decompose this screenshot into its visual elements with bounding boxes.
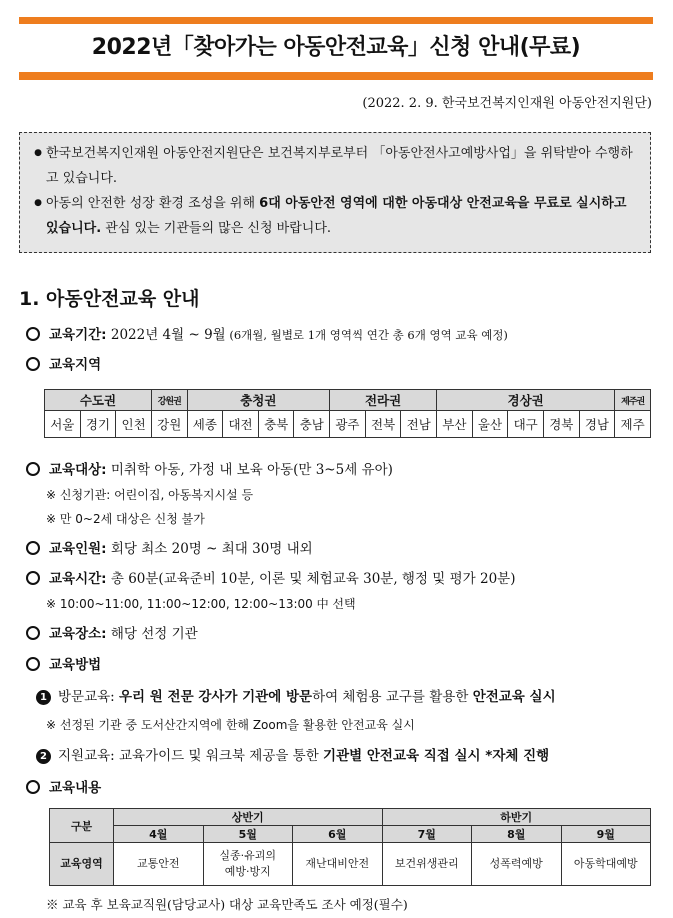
title-underline-bar: [19, 72, 653, 80]
region-group-cell: 수도권: [45, 390, 152, 411]
region-city-cell: 충남: [294, 411, 330, 438]
target-line: 교육대상: 미취학 아동, 가정 내 보육 아동(만 3~5세 유아): [26, 458, 393, 478]
footer-note: ※ 교육 후 보육교직원(담당교사) 대상 교육만족도 조사 예정(필수): [46, 897, 408, 912]
month-cell: 9월: [561, 826, 651, 843]
region-city-cell: 전남: [401, 411, 437, 438]
time-line: 교육시간: 총 60분(교육준비 10분, 이론 및 체험교육 30분, 행정 및 평가 20분): [26, 567, 515, 587]
top-accent-bar: [19, 17, 653, 24]
bullet-icon: ●: [34, 198, 42, 208]
notice-item: [30, 191, 634, 241]
first-half-header: 상반기: [114, 809, 383, 826]
region-city-cell: 대구: [508, 411, 544, 438]
region-group-row: [45, 390, 651, 411]
region-city-cell: 대전: [223, 411, 259, 438]
notice-text: 한국보건복지인재원 아동안전지원단은 보건복지부로부터 「아동안전사고예방사업」을 위탁받아 수행하고 있습니다.: [46, 146, 633, 186]
content-half-row: [50, 809, 651, 826]
row-label: 교육영역: [50, 843, 114, 886]
region-city-cell: 서울: [45, 411, 81, 438]
region-city-cell: 전북: [365, 411, 401, 438]
target-note: ※ 신청기관: 어린이집, 아동복지시설 등: [46, 488, 254, 502]
method-1-line: 1 방문교육: 우리 원 전문 강사가 기관에 방문하여 체험용 교구를 활용한 안전교육 실시: [36, 685, 556, 705]
content-month-row: [50, 826, 651, 843]
place-line: 교육장소: 해당 선정 기관: [26, 622, 198, 642]
section-heading: 1. 아동안전교육 안내: [19, 288, 200, 310]
target-note: ※ 만 0~2세 대상은 신청 불가: [46, 512, 205, 526]
col-header: 구분: [50, 809, 114, 843]
size-line: 교육인원: 회당 최소 20명 ~ 최대 30명 내외: [26, 537, 313, 557]
content-area-row: [50, 843, 651, 886]
content-table: [49, 808, 651, 886]
second-half-header: 하반기: [382, 809, 651, 826]
region-city-cell: 충북: [258, 411, 294, 438]
region-city-cell: 부산: [437, 411, 473, 438]
issuer-date: (2022. 2. 9. 한국보건복지인재원 아동안전지원단): [362, 96, 652, 111]
area-cell: 실종·유괴의 예방·방지: [203, 843, 293, 886]
region-city-cell: 인천: [116, 411, 152, 438]
region-table: [44, 389, 651, 438]
period-line: 교육기간: 2022년 4월 ~ 9월 (6개월, 월별로 1개 영역씩 연간 총 6개 영역 교육 예정): [26, 323, 508, 343]
bullet-icon: ●: [34, 148, 42, 158]
circle-bullet-icon: [26, 357, 40, 371]
time-note: ※ 10:00~11:00, 11:00~12:00, 12:00~13:00 中 선택: [46, 597, 356, 611]
region-group-cell: 충청권: [187, 390, 330, 411]
circle-bullet-icon: [26, 541, 40, 555]
method-line: 교육방법: [26, 653, 101, 673]
number-2-icon: 2: [36, 749, 51, 764]
month-cell: 7월: [382, 826, 472, 843]
month-cell: 4월: [114, 826, 204, 843]
region-city-cell: 울산: [472, 411, 508, 438]
circle-bullet-icon: [26, 626, 40, 640]
month-cell: 5월: [203, 826, 293, 843]
area-cell: 교통안전: [114, 843, 204, 886]
area-cell: 보건위생관리: [382, 843, 472, 886]
circle-bullet-icon: [26, 571, 40, 585]
circle-bullet-icon: [26, 327, 40, 341]
method-1-note: ※ 선정된 기관 중 도서산간지역에 한해 Zoom을 활용한 안전교육 실시: [46, 718, 415, 732]
month-cell: 6월: [293, 826, 383, 843]
content-line: 교육내용: [26, 776, 101, 796]
month-cell: 8월: [472, 826, 562, 843]
region-group-cell: 전라권: [330, 390, 437, 411]
region-city-cell: 경기: [80, 411, 116, 438]
region-city-cell: 경북: [543, 411, 579, 438]
region-city-cell: 세종: [187, 411, 223, 438]
page-title: 2022년「찾아가는 아동안전교육」신청 안내(무료): [91, 35, 581, 60]
area-cell: 재난대비안전: [293, 843, 383, 886]
area-cell: 아동학대예방: [561, 843, 651, 886]
circle-bullet-icon: [26, 462, 40, 476]
area-cell: 성폭력예방: [472, 843, 562, 886]
region-city-cell: 제주: [615, 411, 651, 438]
region-group-cell: 제주권: [615, 390, 651, 411]
region-line: 교육지역: [26, 353, 101, 373]
notice-item: [30, 141, 634, 191]
circle-bullet-icon: [26, 780, 40, 794]
method-2-line: 2 지원교육: 교육가이드 및 워크북 제공을 통한 기관별 안전교육 직접 실시 *자체 진행: [36, 744, 549, 764]
number-1-icon: 1: [36, 690, 51, 705]
notice-box: [19, 132, 651, 253]
circle-bullet-icon: [26, 657, 40, 671]
region-city-cell: 경남: [579, 411, 615, 438]
notice-text: 아동의 안전한 성장 환경 조성을 위해 6대 아동안전 영역에 대한 아동대상 안전교육을 무료로 실시하고 있습니다. 관심 있는 기관들의 많은 신청 바랍니다.: [46, 196, 627, 236]
region-group-cell: 강원권: [151, 390, 187, 411]
region-city-cell: 광주: [330, 411, 366, 438]
region-city-row: [45, 411, 651, 438]
region-city-cell: 강원: [151, 411, 187, 438]
region-group-cell: 경상권: [437, 390, 615, 411]
